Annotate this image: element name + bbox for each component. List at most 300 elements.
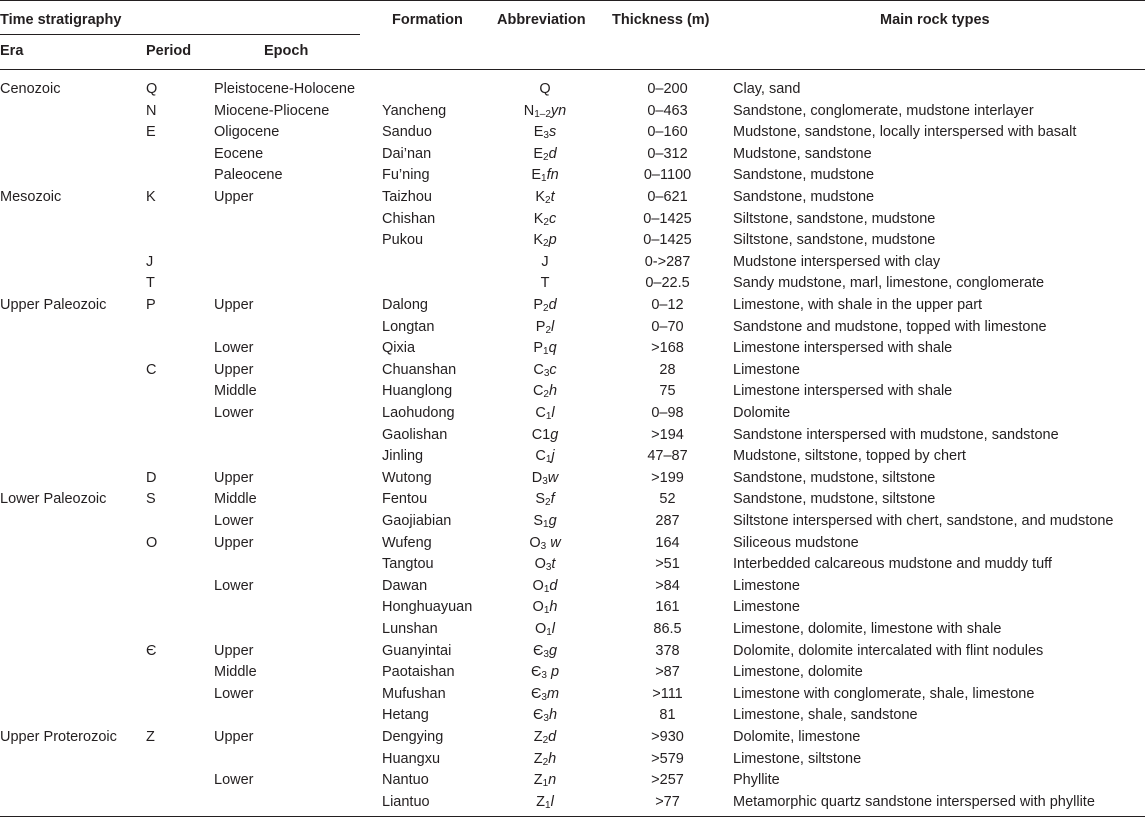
epoch-cell: Upper (214, 729, 254, 745)
rock-types-cell: Siltstone interspersed with chert, sandstone, and mudstone (733, 513, 1114, 529)
abbreviation-part: Z (533, 750, 543, 767)
era-cell: Upper Proterozoic (0, 729, 117, 745)
table-row (0, 165, 1145, 187)
rock-types-cell: Limestone, with shale in the upper part (733, 297, 983, 313)
abbreviation-cell (480, 576, 610, 598)
table-row (0, 381, 1145, 403)
table-row (0, 468, 1145, 490)
abbreviation-part: T (540, 275, 550, 292)
header-era: Era (0, 43, 24, 59)
table-row (0, 446, 1145, 468)
abbreviation-part: 3 (541, 691, 547, 703)
abbreviation-part: K (533, 210, 544, 227)
table-row (0, 101, 1145, 123)
formation-cell: Yancheng (382, 102, 447, 119)
abbreviation-part: O (532, 577, 544, 594)
abbreviation-cell (480, 230, 610, 252)
abbreviation-part: 3 (545, 562, 552, 574)
abbreviation-part: J (541, 253, 549, 270)
formation-cell: Qixia (382, 340, 416, 357)
abbreviation-cell (480, 381, 610, 403)
epoch-cell: Pleistocene-Holocene (214, 81, 356, 97)
era-cell: Upper Paleozoic (0, 297, 107, 313)
formation-cell: Huangxu (382, 750, 441, 767)
thickness-cell: 0–1425 (643, 232, 692, 249)
abbreviation-cell (480, 792, 610, 814)
thickness-cell: >257 (651, 772, 684, 789)
header-abbreviation: Abbreviation (497, 12, 586, 28)
abbreviation-part: N (523, 102, 535, 119)
abbreviation-part: O (534, 556, 546, 573)
formation-cell: Sanduo (382, 124, 432, 141)
rock-types-cell: Dolomite (733, 405, 791, 421)
table-row (0, 533, 1145, 555)
rock-types-cell: Limestone, shale, sandstone (733, 707, 918, 724)
thickness-cell: 0->287 (644, 253, 691, 270)
rock-types-cell: Mudstone, sandstone, locally interspersed with basalt (733, 124, 1077, 141)
rock-types-cell: Sandstone, mudstone (733, 167, 875, 184)
abbreviation-part: D (531, 469, 543, 486)
abbreviation-part: Q (539, 81, 551, 97)
abbreviation-part: 2 (545, 195, 551, 206)
rock-types-cell: Mudstone, siltstone, topped by chert (733, 448, 966, 465)
header-formation: Formation (392, 12, 463, 28)
abbreviation-cell (480, 684, 610, 706)
abbreviation-part: f (550, 491, 555, 508)
rock-types-cell: Siliceous mudstone (733, 534, 859, 551)
abbreviation-cell (480, 295, 610, 317)
epoch-cell: Upper (214, 189, 254, 205)
abbreviation-part: h (549, 599, 558, 616)
formation-cell: Hetang (382, 707, 429, 724)
abbreviation-part: d (549, 577, 558, 594)
abbreviation-part: K (533, 232, 544, 249)
thickness-cell: 0–22.5 (645, 275, 690, 292)
thickness-cell: 0–160 (647, 124, 688, 141)
formation-cell: Laohudong (382, 405, 455, 421)
abbreviation-cell (480, 533, 610, 555)
abbreviation-part: 2 (543, 389, 549, 401)
header-time-stratigraphy: Time stratigraphy (0, 12, 122, 28)
table-row (0, 641, 1145, 663)
abbreviation-cell (480, 360, 610, 382)
thickness-cell: >87 (655, 664, 680, 681)
epoch-cell: Lower (214, 772, 254, 789)
abbreviation-part: P (533, 297, 544, 313)
abbreviation-part: h (548, 750, 557, 767)
abbreviation-part: d (548, 729, 557, 745)
abbreviation-part: yn (550, 102, 567, 119)
formation-cell: Dengying (382, 729, 444, 745)
table-row (0, 144, 1145, 166)
abbreviation-part: fn (546, 167, 559, 184)
abbreviation-part: l (550, 793, 554, 810)
abbreviation-part: w (546, 534, 561, 551)
abbreviation-part: Є (530, 664, 542, 681)
period-cell: O (146, 534, 158, 551)
abbreviation-part: 3 (543, 713, 549, 725)
rock-types-cell: Mudstone interspersed with clay (733, 253, 941, 270)
abbreviation-cell (480, 425, 610, 447)
table-row (0, 425, 1145, 447)
abbreviation-part: w (547, 469, 559, 486)
thickness-cell: >168 (651, 340, 684, 357)
abbreviation-part: t (551, 556, 556, 573)
rock-types-cell: Sandstone, conglomerate, mudstone interlayer (733, 102, 1034, 119)
period-cell: P (146, 297, 156, 313)
abbreviation-cell (480, 101, 610, 123)
abbreviation-part: 1 (543, 583, 550, 595)
period-cell: E (146, 124, 156, 141)
abbreviation-part: S (535, 491, 546, 508)
abbreviation-part: n (548, 772, 557, 789)
abbreviation-part: 2 (543, 216, 549, 228)
epoch-cell: Eocene (214, 145, 264, 162)
abbreviation-part: 1 (545, 799, 551, 811)
period-cell: Є (146, 642, 157, 659)
era-cell: Lower Paleozoic (0, 491, 107, 508)
table-row (0, 705, 1145, 727)
table-row (0, 770, 1145, 792)
thickness-cell: >199 (651, 469, 684, 486)
abbreviation-part: 1 (543, 605, 550, 617)
epoch-cell: Middle (214, 383, 257, 400)
formation-cell: Liantuo (382, 793, 430, 810)
period-cell: D (146, 469, 157, 486)
abbreviation-cell (480, 446, 610, 468)
table-row (0, 619, 1145, 641)
thickness-cell: 81 (659, 707, 676, 724)
epoch-cell: Paleocene (214, 167, 283, 184)
abbreviation-part: 1 (545, 454, 552, 466)
thickness-cell: >194 (651, 426, 684, 443)
thickness-cell: 0–98 (651, 405, 684, 421)
rock-types-cell: Sandstone, mudstone (733, 189, 875, 205)
table-row (0, 727, 1145, 749)
abbreviation-part: d (548, 297, 557, 313)
table-row (0, 792, 1145, 814)
abbreviation-part: K (535, 189, 546, 205)
formation-cell: Honghuayuan (382, 599, 473, 616)
formation-cell: Guanyintai (382, 642, 452, 659)
rock-types-cell: Limestone interspersed with shale (733, 340, 953, 357)
formation-cell: Dawan (382, 577, 428, 594)
abbreviation-part: 2 (542, 756, 549, 768)
formation-cell: Gaojiabian (382, 513, 452, 529)
thickness-cell: 287 (655, 513, 680, 529)
abbreviation-part: m (546, 685, 560, 702)
table-row (0, 317, 1145, 339)
epoch-cell: Upper (214, 534, 254, 551)
thickness-cell: 86.5 (653, 621, 682, 637)
rock-types-cell: Sandstone interspersed with mudstone, sandstone (733, 426, 1059, 443)
formation-cell: Tangtou (382, 556, 434, 573)
rock-types-cell: Sandstone, mudstone, siltstone (733, 469, 936, 486)
period-cell: S (146, 491, 156, 508)
abbreviation-part: c (549, 361, 557, 378)
abbreviation-cell (480, 144, 610, 166)
header-rock-types: Main rock types (880, 12, 990, 28)
header-rule (0, 69, 1145, 70)
table-row (0, 662, 1145, 684)
abbreviation-part: h (548, 707, 558, 724)
table-row (0, 597, 1145, 619)
abbreviation-cell (480, 122, 610, 144)
table-row (0, 489, 1145, 511)
abbreviation-part: C (533, 361, 544, 378)
abbreviation-part: 3 (543, 367, 550, 379)
epoch-cell: Miocene-Pliocene (214, 102, 330, 119)
epoch-cell: Middle (214, 664, 257, 681)
abbreviation-part: Z (536, 793, 546, 810)
table-row (0, 403, 1145, 425)
epoch-cell: Upper (214, 361, 254, 378)
epoch-cell: Lower (214, 577, 254, 594)
period-cell: N (146, 102, 157, 119)
rock-types-cell: Clay, sand (733, 81, 801, 97)
abbreviation-cell (480, 727, 610, 749)
thickness-cell: 75 (659, 383, 676, 400)
thickness-cell: >51 (655, 556, 680, 573)
abbreviation-part: 2 (543, 303, 549, 314)
table-row (0, 79, 1145, 101)
table-row (0, 338, 1145, 360)
abbreviation-cell (480, 338, 610, 360)
abbreviation-part: Z (533, 729, 543, 745)
abbreviation-part: 1 (546, 627, 552, 638)
thickness-cell: 0–70 (651, 318, 684, 335)
abbreviation-part: Z (533, 772, 543, 789)
abbreviation-part: 2 (543, 238, 549, 250)
formation-cell: Wutong (382, 469, 432, 486)
thickness-cell: 378 (655, 642, 680, 659)
table-row (0, 295, 1145, 317)
abbreviation-part: Є (532, 642, 544, 659)
abbreviation-part: h (548, 383, 558, 400)
epoch-cell: Lower (214, 513, 254, 529)
thickness-cell: 164 (655, 534, 680, 551)
abbreviation-cell (480, 317, 610, 339)
rock-types-cell: Sandstone, mudstone, siltstone (733, 491, 936, 508)
epoch-cell: Upper (214, 297, 254, 313)
abbreviation-part: 1 (541, 173, 547, 185)
thickness-cell: 0–312 (647, 145, 688, 162)
abbreviation-cell (480, 252, 610, 274)
abbreviation-cell (480, 403, 610, 425)
period-cell: Q (146, 81, 158, 97)
thickness-cell: 0–12 (651, 297, 684, 313)
rock-types-cell: Dolomite, dolomite intercalated with flint nodules (733, 642, 1044, 659)
epoch-cell: Upper (214, 469, 254, 486)
epoch-cell: Lower (214, 340, 254, 357)
abbreviation-part: O (529, 534, 541, 551)
epoch-cell: Upper (214, 642, 254, 659)
thickness-cell: >579 (651, 750, 684, 767)
period-cell: J (146, 253, 154, 270)
period-cell: T (146, 275, 155, 292)
abbreviation-part: E (531, 167, 541, 184)
abbreviation-cell (480, 662, 610, 684)
formation-cell: Mufushan (382, 685, 446, 702)
abbreviation-part: O (534, 621, 547, 637)
abbreviation-part: O (532, 599, 544, 616)
abbreviation-part: l (551, 405, 555, 421)
formation-cell: Gaolishan (382, 426, 448, 443)
table-row (0, 122, 1145, 144)
rock-types-cell: Metamorphic quartz sandstone interspersed with phyllite (733, 793, 1095, 810)
abbreviation-part: 2 (545, 324, 551, 336)
abbreviation-part: Є (532, 707, 544, 724)
rock-types-cell: Siltstone, sandstone, mudstone (733, 210, 936, 227)
formation-cell: Dai’nan (382, 145, 432, 162)
formation-cell: Fentou (382, 491, 428, 508)
era-cell: Mesozoic (0, 189, 62, 205)
period-cell: Z (146, 729, 155, 745)
abbreviation-part: C (535, 448, 546, 465)
epoch-cell: Oligocene (214, 124, 280, 141)
thickness-cell: >77 (655, 793, 680, 810)
abbreviation-part: 1 (543, 519, 549, 530)
rock-types-cell: Limestone, dolomite, limestone with shale (733, 621, 1002, 637)
abbreviation-part: s (548, 124, 557, 141)
table-row (0, 187, 1145, 209)
abbreviation-part: C (535, 405, 546, 421)
epoch-cell: Lower (214, 685, 254, 702)
time-stratigraphy-rule (0, 34, 360, 35)
abbreviation-cell (480, 619, 610, 641)
abbreviation-cell (480, 187, 610, 209)
rock-types-cell: Limestone (733, 361, 800, 378)
abbreviation-part: S (533, 513, 544, 529)
abbreviation-part: 1 (542, 778, 549, 790)
table-row (0, 684, 1145, 706)
abbreviation-part: l (551, 318, 555, 335)
abbreviation-part: P (535, 318, 546, 335)
abbreviation-part: g (548, 513, 557, 529)
abbreviation-part: 3 (541, 670, 547, 682)
rock-types-cell: Interbedded calcareous mudstone and muddy tuff (733, 556, 1052, 573)
thickness-cell: 0–1100 (643, 167, 692, 184)
abbreviation-cell (480, 489, 610, 511)
header-epoch: Epoch (264, 43, 309, 59)
abbreviation-part: c (548, 210, 557, 227)
abbreviation-part: E (533, 124, 544, 141)
abbreviation-cell (480, 597, 610, 619)
abbreviation-part: 2 (545, 497, 551, 509)
abbreviation-part: C (532, 383, 544, 400)
abbreviation-part: 3 (540, 540, 547, 552)
rock-types-cell: Sandstone and mudstone, topped with limestone (733, 318, 1047, 335)
abbreviation-part: g (548, 642, 558, 659)
bottom-rule (0, 816, 1145, 817)
abbreviation-part: p (548, 232, 557, 249)
thickness-cell: 28 (659, 361, 676, 378)
rock-types-cell: Dolomite, limestone (733, 729, 861, 745)
abbreviation-cell (480, 749, 610, 771)
period-cell: K (146, 189, 156, 205)
formation-cell: Jinling (382, 448, 424, 465)
abbreviation-cell (480, 770, 610, 792)
rock-types-cell: Limestone, dolomite (733, 664, 863, 681)
abbreviation-part: g (550, 426, 559, 443)
formation-cell: Nantuo (382, 772, 429, 789)
rock-types-cell: Limestone (733, 599, 800, 616)
abbreviation-part: Є (530, 685, 542, 702)
table-row (0, 511, 1145, 533)
abbreviation-part: t (550, 189, 555, 205)
epoch-cell: Middle (214, 491, 257, 508)
top-rule (0, 0, 1145, 1)
abbreviation-part: C1 (531, 426, 551, 443)
abbreviation-part: 1 (543, 346, 549, 358)
abbreviation-part: 1 (545, 411, 552, 422)
thickness-cell: 52 (659, 491, 676, 508)
formation-cell: Lunshan (382, 621, 438, 637)
abbreviation-part: p (546, 664, 560, 681)
abbreviation-part: 2 (542, 735, 549, 746)
abbreviation-cell (480, 79, 610, 101)
abbreviation-cell (480, 641, 610, 663)
rock-types-cell: Phyllite (733, 772, 780, 789)
formation-cell: Pukou (382, 232, 424, 249)
abbreviation-cell (480, 468, 610, 490)
abbreviation-part: l (551, 621, 556, 637)
formation-cell: Huanglong (382, 383, 453, 400)
formation-cell: Paotaishan (382, 664, 455, 681)
abbreviation-part: 3 (542, 475, 548, 487)
thickness-cell: 0–200 (647, 81, 688, 97)
abbreviation-part: E (533, 145, 544, 162)
table-row (0, 576, 1145, 598)
table-row (0, 252, 1145, 274)
table-row (0, 209, 1145, 231)
abbreviation-cell (480, 554, 610, 576)
rock-types-cell: Limestone, siltstone (733, 750, 862, 767)
thickness-cell: 0–621 (647, 189, 688, 205)
abbreviation-part: P (533, 340, 544, 357)
rock-types-cell: Limestone (733, 577, 800, 594)
abbreviation-part: 3 (543, 130, 549, 142)
formation-cell: Fu’ning (382, 167, 430, 184)
rock-types-cell: Mudstone, sandstone (733, 145, 872, 162)
table-row (0, 749, 1145, 771)
thickness-cell: 0–463 (647, 102, 688, 119)
thickness-cell: >930 (651, 729, 684, 745)
header-period: Period (146, 43, 192, 59)
abbreviation-part: d (548, 145, 557, 162)
abbreviation-cell (480, 165, 610, 187)
header-thickness: Thickness (m) (612, 12, 710, 28)
table-row (0, 360, 1145, 382)
abbreviation-part: 1–2 (534, 108, 551, 120)
rock-types-cell: Siltstone, sandstone, mudstone (733, 232, 936, 249)
formation-cell: Chuanshan (382, 361, 457, 378)
abbreviation-part: 2 (543, 151, 549, 163)
rock-types-cell: Limestone with conglomerate, shale, limestone (733, 685, 1035, 702)
table-row (0, 554, 1145, 576)
formation-cell: Longtan (382, 318, 435, 335)
rock-types-cell: Sandy mudstone, marl, limestone, conglomerate (733, 275, 1045, 292)
thickness-cell: 161 (655, 599, 680, 616)
abbreviation-part: q (548, 340, 557, 357)
abbreviation-part: 3 (543, 648, 549, 660)
era-cell: Cenozoic (0, 81, 61, 97)
formation-cell: Chishan (382, 210, 436, 227)
thickness-cell: >84 (655, 577, 680, 594)
abbreviation-part: j (551, 448, 555, 465)
formation-cell: Dalong (382, 297, 428, 313)
thickness-cell: 47–87 (647, 448, 688, 465)
